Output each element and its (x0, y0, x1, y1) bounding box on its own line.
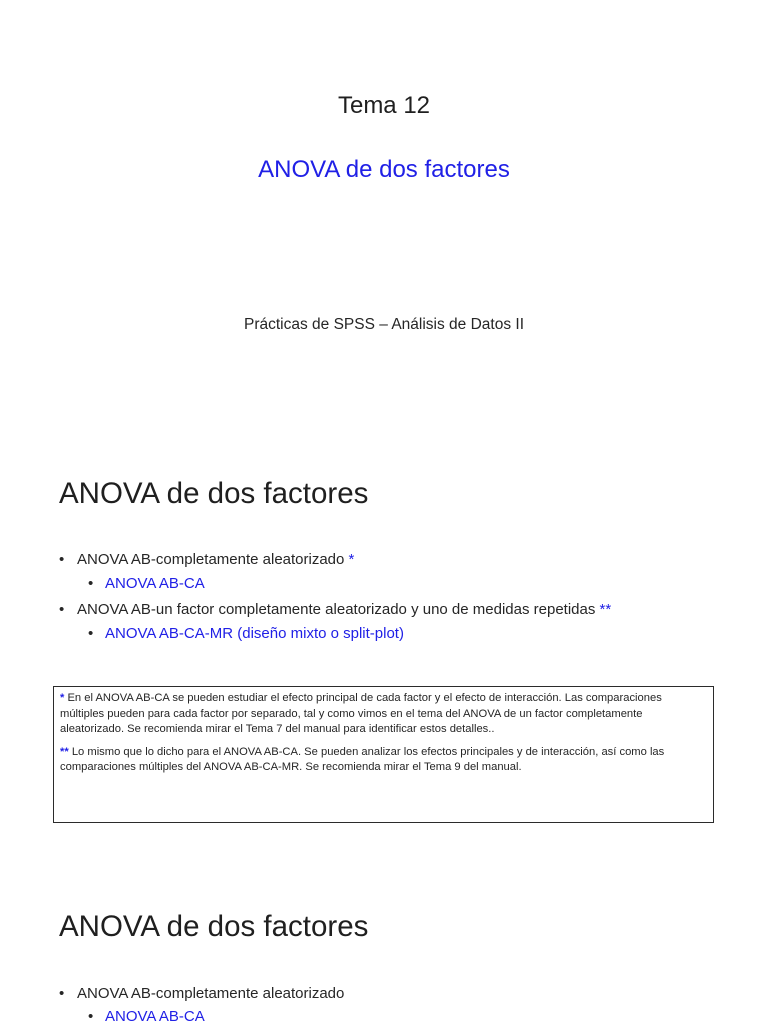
bullet-item (59, 551, 354, 568)
slide-title: Tema 12 (337, 92, 431, 119)
sub-bullet-text: ANOVA AB-CA-MR (diseño mixto o split-plot) (105, 625, 404, 642)
sub-bullet-item (88, 1008, 205, 1025)
footnote-mark: * (60, 692, 65, 704)
bullet-item (59, 985, 344, 1002)
sub-bullet-text: ANOVA AB-CA (105, 575, 205, 592)
note-2 (60, 745, 707, 776)
slide3-heading: ANOVA de dos factores (59, 910, 369, 943)
bullet-text: ANOVA AB-completamente aleatorizado (77, 551, 345, 568)
slide2-heading: ANOVA de dos factores (59, 477, 369, 510)
bullet-text: ANOVA AB-un factor completamente aleatorizado y uno de medidas repetidas (77, 601, 596, 618)
note-1 (60, 691, 707, 738)
slide-subtitle: ANOVA de dos factores (258, 156, 510, 183)
note-text: En el ANOVA AB-CA se pueden estudiar el efecto principal de cada factor y el efecto de interacción. Las comparaciones múltiples pueden para cada factor por separado, tal y como vimos en el tema del ANOVA de un factor completamente aleatorizado. Se recomienda mirar el Tema 7 del manual para identificar estos detalles.. (60, 692, 662, 735)
footnote-mark: * (348, 551, 355, 568)
footnote-mark: ** (60, 745, 69, 758)
bullet-dot: • (59, 551, 65, 568)
sub-bullet-item (88, 625, 404, 642)
course-name: Prácticas de SPSS – Análisis de Datos II (244, 316, 524, 333)
bullet-dot: • (59, 985, 65, 1002)
footnote-mark: ** (599, 601, 612, 618)
note-text: Lo mismo que lo dicho para el ANOVA AB-CA. Se pueden analizar los efectos principales y de interacción, así como las comparaciones múltiples del ANOVA AB-CA-MR. Se recomienda mirar el Tema 9 del manual. (60, 745, 665, 773)
sub-bullet-text: ANOVA AB-CA (105, 1008, 205, 1025)
notes-box (53, 686, 714, 823)
bullet-dot: • (88, 625, 94, 642)
bullet-dot: • (88, 1008, 94, 1025)
bullet-text: ANOVA AB-completamente aleatorizado (77, 985, 345, 1002)
bullet-dot: • (88, 575, 94, 592)
bullet-dot: • (59, 601, 65, 618)
bullet-item (59, 601, 611, 618)
sub-bullet-item (88, 575, 205, 592)
